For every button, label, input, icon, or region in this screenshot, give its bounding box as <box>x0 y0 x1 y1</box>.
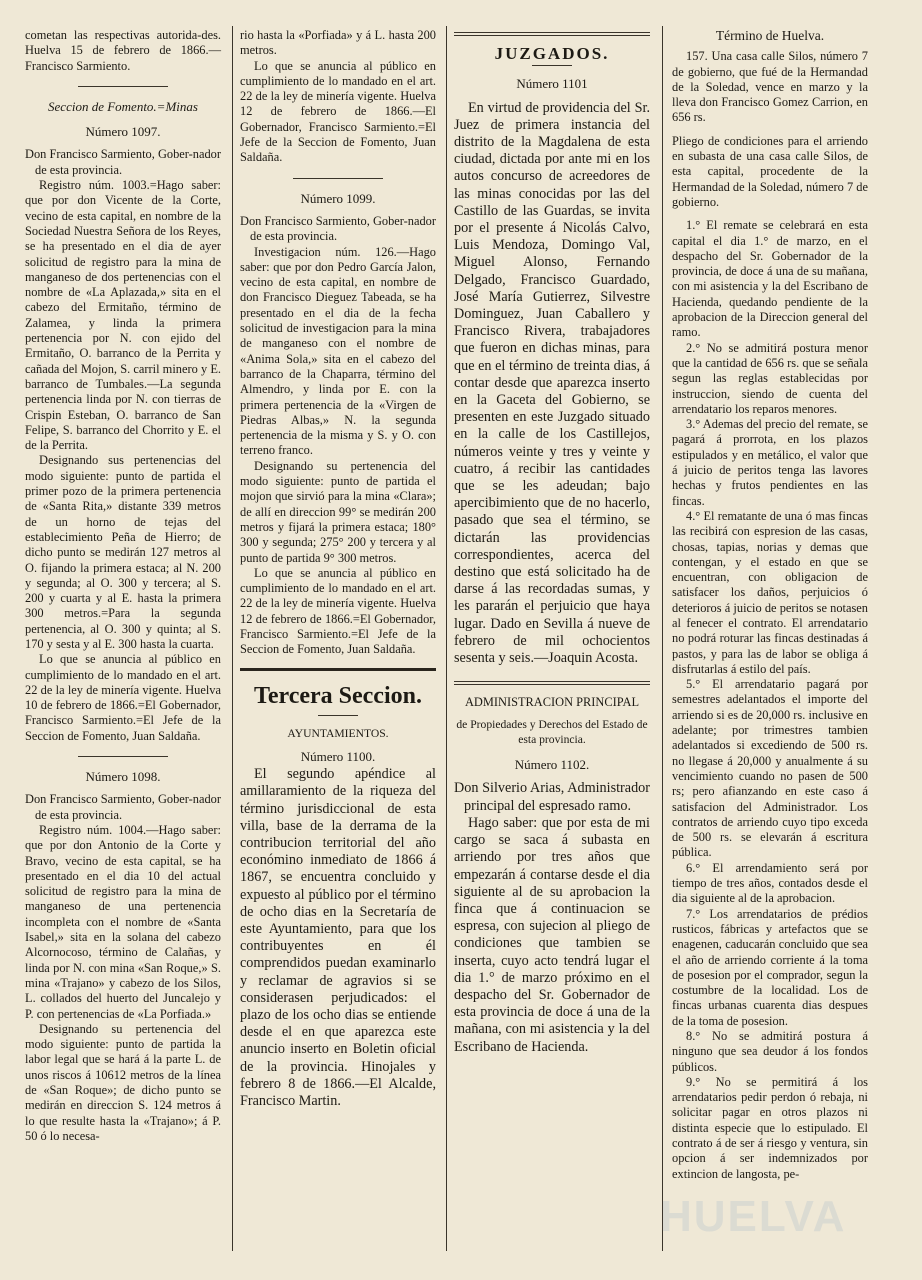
column-rule <box>446 26 447 1251</box>
notice-body: En virtud de providencia del Sr. Juez de primera instancia del distrito de la Magdalena de esta ciudad, dictada por ante mi en los autos concurso de acreedores de las minas conocidas por las del Castillo de las Guardas, se invita por el presente á Nicolás Calvo, Luis Mendoza, Domingo Val, Miguel Alonso, Fernando Delgado, Francisco Guardado, José María Gutierrez, Silvestre Dominguez, Juan Caballero y Francisco Rivera, trabajadores que fueron en dichas minas, para que en el término de treinta dias, á contar desde que aparezca inserto en la Gaceta del Gobierno, se presenten en este Juzgado situado en la calle de los Castillejos, números veinte y tres y veinte y cuatro, á recibir las cantidades que se les adeudan; bajo apercibimiento que de no hacerlo, pasado que sea el término, se dictarán las providencias correspondientes, acerca del destino que está solicitado ha de darse á las recordadas sumas, y les pararán el perjuicio que haya lugar. Dado en Sevilla á nueve de febrero de mil ochocientos sesenta y seis.—Joaquin Acosta. <box>454 99 650 667</box>
condition-3: 3.° Ademas del precio del remate, se pagará á prorrota, en los plazos estipulados y en metálico, el valor que á juicio de peritos tenga las lavores hechas y frutos pendientes en las fincas. <box>672 417 868 508</box>
notice-number: Número 1100. <box>300 748 376 764</box>
section-heading: Seccion de Fomento.=Minas <box>48 98 198 114</box>
property-listing: 157. Una casa calle Silos, número 7 de gobierno, que fué de la Hermandad de la Soledad, vence en marzo y la lleva don Francisco Gomez Carrion, en 656 rs. <box>672 49 868 125</box>
double-rule <box>454 32 650 36</box>
divider <box>318 715 358 716</box>
column-3 <box>454 28 650 1056</box>
condition-5: 5.° El arrendatario pagará por semestres adelantados el importe del arriendo si es de 20,000 rs. inclusive en adelante; por trimestres tambien adelantados si excediendo de 500 rs. no llegase á 20,000 y anualmente á su vencimiento cuando no pasen de 500 rs; pero afianzando en este caso á satisfacion del Administrador. Los contratos de arriendo cuyo tipo exceda de 500 rs. se elevarán á escritura pública. <box>672 677 868 860</box>
notice-number: Número 1098. <box>85 769 161 785</box>
notice-number: Número 1101 <box>516 76 588 92</box>
governor-line: Don Francisco Sarmiento, Gober-nador de esta provincia. <box>240 213 436 244</box>
notice-body: Investigacion núm. 126.—Hago saber: que por don Pedro García Jalon, vecino de esta capital, en nombre de don Francisco Dieguez Tabeada, se ha presentado en el dia de la fecha solicitud de investigacion para la mina de manganeso con el nombre de «Anima Sola,» sita en el cabezo del barranco de la Chaparra, término del Almendro, y linda por E. con la primera pertenencia de la «Virgen de Piedras Albas,» N. la segunda pertenencia de la misma y S. y O. con terreno franco. <box>240 244 436 458</box>
continued-text: rio hasta la «Porfiada» y á L. hasta 200 metros. <box>240 28 436 58</box>
office-subheading: de Propiedades y Derechos del Estado de esta provincia. <box>456 717 648 746</box>
notice-number: Número 1102. <box>514 757 590 773</box>
condition-4: 4.° El rematante de una ó mas fincas las recibirá con espresion de las casas, chosas, tapias, norias y demas que contengan, y el estado en que se encuentran, con obligacion de satisfacer los daños, perjuicios ó deterioros á juicio de peritos se notasen al fenecer el contrato. El arrendatario no podrá roturar las fincas destinadas á pastos, y para las de labor se obliga á disfrutarlas á estilo del país. <box>672 508 868 676</box>
condition-7: 7.° Los arrendatarios de prédios rusticos, fábricas y artefactos que se enagenen, caducarán concluido que sea el año de arriendo corriente á la toma de posesion por el comprador, segun la costumbre de la localidad. Los de fincas urbanas cuarenta dias despues de la toma de posesion. <box>672 906 868 1028</box>
notice-body: Lo que se anuncia al público en cumplimiento de lo mandado en el art. 22 de la ley de minería vigente. Huelva 12 de febrero de 1866.=El Gobernador, Francisco Sarmiento.=El Jefe de la Seccion de Fomento, Juan Saldaña. <box>240 565 436 657</box>
governor-line: Don Francisco Sarmiento, Gober-nador de esta provincia. <box>25 792 221 822</box>
subsection-heading: AYUNTAMIENTOS. <box>287 726 389 740</box>
section-rule <box>240 668 436 671</box>
condition-8: 8.° No se admitirá postura á ninguno que sea deudor á los fondos públicos. <box>672 1029 868 1074</box>
divider <box>78 756 168 757</box>
notice-number: Número 1099. <box>300 190 376 206</box>
column-rule <box>662 26 663 1251</box>
condition-6: 6.° El arrendamiento será por tiempo de tres años, contados desde el dia siguiente al de la aprobacion. <box>672 860 868 906</box>
notice-body: Designando sus pertenencias del modo siguiente: punto de partida el primer pozo de la primera pertenencia de «Santa Rita,» distante 339 metros de un horno de tejas del establecimiento Peña de Hierro; de dicho punto se medirán 127 metros al O. fijando la primera estaca; al N. 200 y segunda; al O. 300 y tercera; al S. 200 y cuarta y al E. hasta la primera 300 metros.=Para la segunda pertenencia, al O. 300 y quinta; al S. 170 y sesta y al E. 300 hasta la cuarta. <box>25 453 221 651</box>
notice-body: Designando su pertenencia del modo siguiente: punto de partida el mojon que sirvió para la mina «Clara»; de allí en direccion 99° se medirán 200 metros y fijará la primera estaca; 180° 300 y segunda; 275° 200 y tercera y al punto de partida 9° 300 metros. <box>240 458 436 565</box>
column-rule <box>232 26 233 1251</box>
condition-9: 9.° No se permitirá á los arrendatarios pedir perdon ó rebaja, ni solicitar pagar en otros plazos ni distinta especie que lo estipulado. El contrato á de ser á riesgo y ventura, sin opcion á ser indemnizados por extincion de langosta, pe- <box>672 1074 868 1181</box>
office-heading: ADMINISTRACION PRINCIPAL <box>464 695 640 710</box>
notice-body: Lo que se anuncia al público en cumplimiento de lo mandado en el art. 22 de la ley de minería vigente. Huelva 10 de febrero de 1866.=El Gobernador, Francisco Sarmiento.=El Jefe de la Seccion de Fomento, Juan Saldaña. <box>25 652 221 743</box>
double-rule <box>454 681 650 685</box>
notice-body: Lo que se anuncia al público en cumplimiento de lo mandado en el art. 22 de la ley de minería vigente. Huelva 12 de febrero de 1866.—El Gobernador, Francisco Sarmiento.=El Jefe de la Seccion de Fomento, Juan Saldaña. <box>240 58 436 165</box>
administrator-line: Don Silverio Arias, Administrador principal del espresado ramo. <box>454 780 650 814</box>
watermark: HUELVA <box>660 1192 847 1241</box>
column-2 <box>240 28 436 1110</box>
notice-number: Número 1097. <box>85 124 161 140</box>
divider <box>293 178 383 179</box>
notice-body: Registro núm. 1004.—Hago saber: que por don Antonio de la Corte y Bravo, vecino de esta capital, se ha presentado en el dia 10 del actual solicitud de registro para la mina de manganeso de una pertenencia incompleta con el nombre de «Santa Isabel,» sita en la solana del cabezo Alcornocoso, término de Calañas, y linda por N. con mina «San Roque,» S. mina «Trajano» y cabezo de los Silos, L. collados del huerto del Juncalejo y P. con pertenencias de «La Porfiada.» <box>25 822 221 1021</box>
section-title: JUZGADOS. <box>494 44 610 63</box>
condition-1: 1.° El remate se celebrará en esta capital el dia 1.° de marzo, en el despacho del Sr. Gobernador de la provincia, de doce á una de su mañana, con mi asistencia y la del Escribano de Hacienda, quedando pendiente de la aprobacion de la Direccion general del ramo. <box>672 218 868 340</box>
column-1 <box>25 28 221 1144</box>
column-4 <box>672 28 868 1182</box>
district-heading: Término de Huelva. <box>715 28 825 43</box>
governor-line: Don Francisco Sarmiento, Gober-nador de esta provincia. <box>25 147 221 177</box>
notice-body: Designando su pertenencia del modo siguiente: punto de partida la labor legal que se hará á la parte L. de unos riscos á 10612 metros de la línea de «San Roque»; de dicho punto se medirán en direccion S. 124 metros á lo que resulte hasta la «Trajano»; á P. 50 ó lo necesa- <box>25 1021 221 1143</box>
condition-2: 2.° No se admitirá postura menor que la cantidad de 656 rs. que se señala segun las reglas establecidas por instruccion, siendo de cuenta del arrendatario los reparos menores. <box>672 340 868 416</box>
divider <box>78 86 168 87</box>
section-title: Tercera Seccion. <box>254 682 422 709</box>
notice-body: Hago saber: que por esta de mi cargo se saca á subasta en arriendo por tres años que empezarán á contarse desde el dia siguiente al de su aprobacion la finca que á continuacion se espresa, con sujecion al pliego de condiciones que tambien se inserta, cuyo acto tendrá lugar el dia 1.° de marzo próximo en el despacho del Sr. Gobernador de esta provincia de doce á una de la mañana, con mi asistencia y la del Escribano de Hacienda. <box>454 814 650 1055</box>
notice-body: El segundo apéndice al amillaramiento de la riqueza del término jurisdiccional de esta villa, base de la derrama de la contribucion territorial del año económino inmediato de 1866 á 1867, se encuentra concluido y expuesto al público por el término de ocho dias en la Secretaría de este Ayuntamiento, para que los contribuyentes en él comprendidos puedan examinarlo y reclamar de agravios si se considerasen perjudicados: el plazo de los ocho dias se entiende desde el en que aparezca este anuncio inserto en Boletin oficial de la provincia. Hinojales y febrero 8 de 1866.—El Alcalde, Francisco Martin. <box>240 766 436 1110</box>
intro-text: cometan las respectivas autorida-des. Huelva 15 de febrero de 1866.—Francisco Sarmiento. <box>25 28 221 73</box>
conditions-heading: Pliego de condiciones para el arriendo en subasta de una casa calle Silos, de esta capital, procedente de la Hermandad de la Soledad, número 7 de gobierno. <box>672 133 868 209</box>
divider <box>532 65 572 66</box>
notice-body: Registro núm. 1003.=Hago saber: que por don Vicente de la Corte, vecino de esta capital, en nombre de la Sociedad Nuestra Señora de los Reyes, se ha presentado en el dia de ayer solicitud de registro para la mina de manganeso de dos pertenencias con el nombre de «La Aplazada,» sita en el cabezo del Ermitaño, término de Zalamea, y linda la primera pertenencia por N. con ejido del Ermitaño, O. barranco de la Perrita y cañada del Mojon, S. carril minero y E. barranco de Tumbales.—La segunda pertenencia linda por N. con tierras de Crispin Esteban, O. barranco de San Felipe, S. barranco del Chorrito y E. el de la Perrita. <box>25 178 221 453</box>
